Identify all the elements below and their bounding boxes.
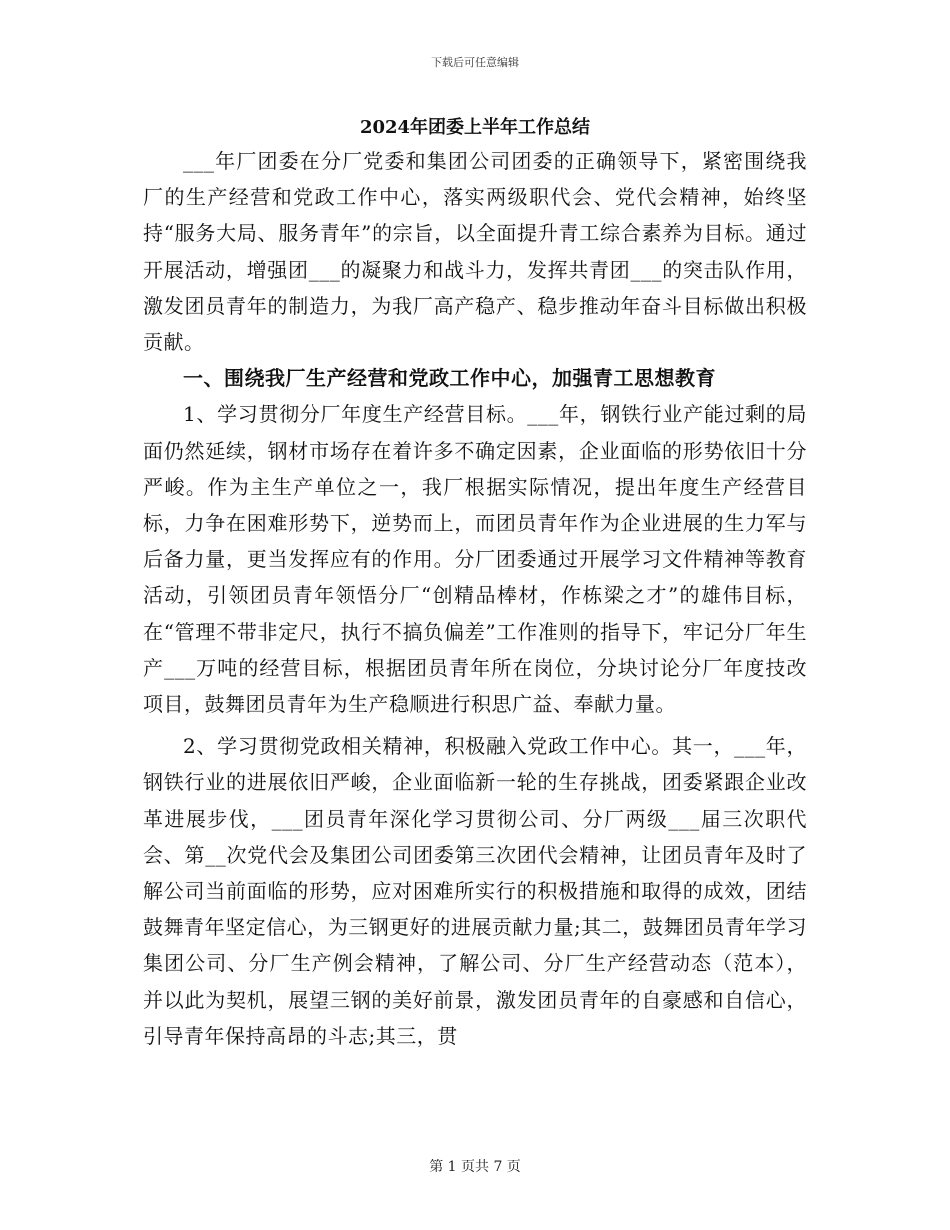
document-title: 2024年团委上半年工作总结 (359, 117, 591, 138)
section-heading: 一、围绕我厂生产经营和党政工作中心，加强青工思想教育 (183, 366, 716, 391)
body-paragraph-2: 2、学习贯彻党政相关精神，积极融入党政工作中心。其一，___年，钢铁行业的进展依旧严峻，企业面临新一轮的生存挑战，团委紧跟企业改革进展步伐，___团员青年深化学习贯彻公司、分厂两级___届三次职代会、第__次党代会及集团公司团委第三次团代会精神，让团员青年及时了解公司当前面临的形势，应对困难所实行的积极措施和取得的成效，团结鼓舞青年坚定信心，为三钢更好的进展贡献力量;其二，鼓舞团员青年学习集团公司、分厂生产例会精神，了解公司、分厂生产经营动态（范本），并以此为契机，展望三钢的美好前景，激发团员青年的自豪感和自信心，引导青年保持高昂的斗志;其三，贯 (143, 734, 807, 1048)
page-number: 第 1 页共 7 页 (429, 1159, 521, 1175)
page-header-note: 下载后可任意编辑 (431, 56, 519, 69)
body-paragraph-1: 1、学习贯彻分厂年度生产经营目标。___年，钢铁行业产能过剩的局面仍然延续，钢材市场存在着许多不确定因素，企业面临的形势依旧十分严峻。作为主生产单位之一，我厂根据实际情况，提出年度生产经营目标，力争在困难形势下，逆势而上，而团员青年作为企业进展的生力军与后备力量，更当发挥应有的作用。分厂团委通过开展学习文件精神等教育活动，引领团员青年领悟分厂“创精品棒材，作栋梁之才”的雄伟目标，在“管理不带非定尺，执行不搞负偏差”工作准则的指导下，牢记分厂年生产___万吨的经营目标，根据团员青年所在岗位，分块讨论分厂年度技改项目，鼓舞团员青年为生产稳顺进行积思广益、奉献力量。 (143, 402, 807, 717)
intro-paragraph: ___年厂团委在分厂党委和集团公司团委的正确领导下，紧密围绕我厂的生产经营和党政工作中心，落实两级职代会、党代会精神，始终坚持“服务大局、服务青年”的宗旨，以全面提升青工综合素养为目标。通过开展活动，增强团___的凝聚力和战斗力，发挥共青团___的突击队作用，激发团员青年的制造力，为我厂高产稳产、稳步推动年奋斗目标做出积极贡献。 (143, 149, 807, 355)
document-body (143, 113, 807, 1054)
